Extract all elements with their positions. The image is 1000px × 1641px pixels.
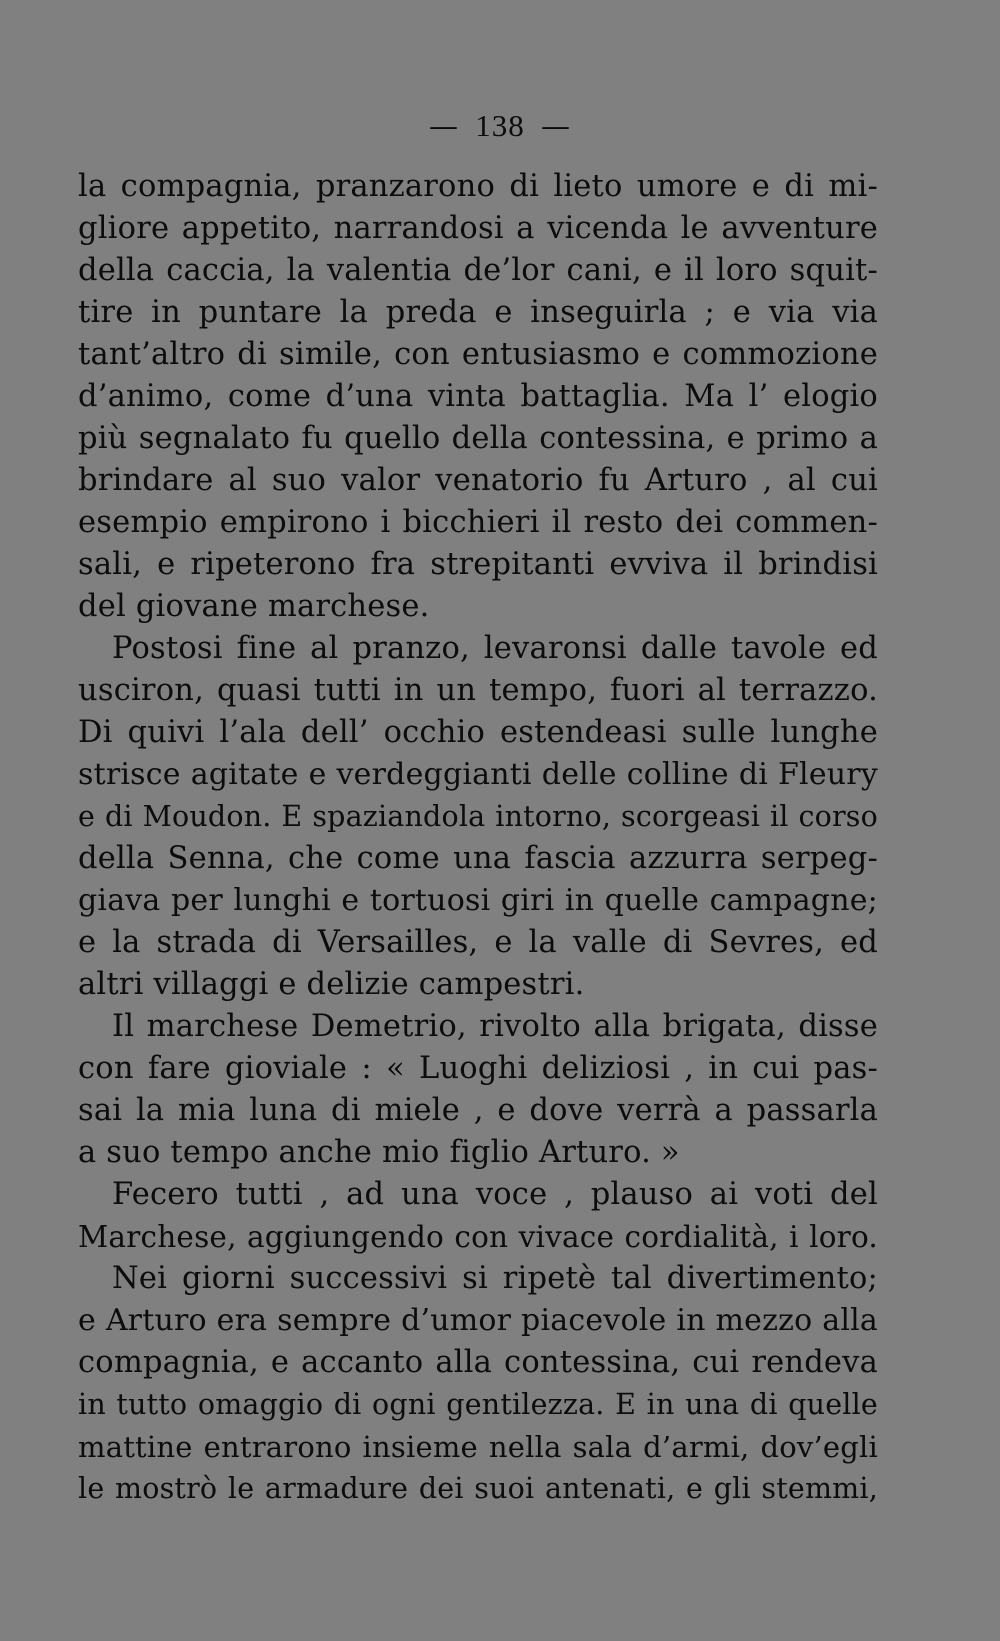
- text-line: e di Moudon. E spaziandola intorno, scorgeasi il corso: [78, 800, 878, 833]
- text-line: con fare gioviale : « Luoghi deliziosi , in cui pas-: [78, 1051, 878, 1086]
- text-line: tire in puntare la preda e inseguirla ; e via via: [78, 295, 878, 330]
- text-line: compagnia, e accanto alla contessina, cui rendeva: [78, 1345, 878, 1380]
- text-line: altri villaggi e delizie campestri.: [78, 967, 585, 1002]
- text-line: del giovane marchese.: [78, 589, 430, 624]
- text-line: la compagnia, pranzarono di lieto umore e di mi-: [78, 169, 878, 204]
- text-line: mattine entrarono insieme nella sala d’armi, dov’egli: [78, 1430, 878, 1464]
- text-line: usciron, quasi tutti in un tempo, fuori al terrazzo.: [78, 673, 878, 708]
- text-line: Marchese, aggiungendo con vivace cordialità, i loro.: [78, 1220, 878, 1254]
- text-line: brindare al suo valor venatorio fu Arturo , al cui: [78, 463, 878, 498]
- text-line: Fecero tutti , ad una voce , plauso ai voti del: [112, 1177, 878, 1212]
- text-line: gliore appetito, narrandosi a vicenda le avventure: [78, 211, 878, 246]
- text-line: esempio empirono i bicchieri il resto dei commen-: [78, 505, 878, 540]
- text-line: tant’altro di simile, con entusiasmo e commozione: [78, 337, 878, 372]
- body-text: [78, 166, 878, 1510]
- text-line: a suo tempo anche mio figlio Arturo. »: [78, 1135, 680, 1170]
- page-number-value: 138: [475, 108, 525, 143]
- text-line: Il marchese Demetrio, rivolto alla brigata, disse: [112, 1009, 878, 1044]
- text-line: in tutto omaggio di ogni gentilezza. E in una di quelle: [78, 1388, 878, 1421]
- page-number-dash-left: —: [429, 109, 460, 143]
- paragraph: [78, 1258, 878, 1510]
- page-number: [0, 108, 1000, 144]
- paragraph: [78, 1006, 878, 1174]
- text-line: Nei giorni successivi si ripetè tal divertimento;: [112, 1261, 878, 1296]
- paragraph: [78, 1174, 878, 1258]
- text-line: sai la mia luna di miele , e dove verrà a passarla: [78, 1093, 878, 1128]
- text-line: della caccia, la valentia de’lor cani, e il loro squit-: [78, 253, 878, 288]
- text-line: e la strada di Versailles, e la valle di Sevres, ed: [78, 925, 878, 960]
- paragraph: [78, 166, 878, 628]
- text-line: d’animo, come d’una vinta battaglia. Ma l’ elogio: [78, 379, 878, 414]
- text-line: Postosi fine al pranzo, levaronsi dalle tavole ed: [112, 631, 878, 666]
- text-line: della Senna, che come una fascia azzurra serpeg-: [78, 841, 878, 876]
- text-line: e Arturo era sempre d’umor piacevole in mezzo alla: [78, 1303, 878, 1338]
- text-line: Di quivi l’ala dell’ occhio estendeasi sulle lunghe: [78, 715, 878, 750]
- text-line: strisce agitate e verdeggianti delle colline di Fleury: [78, 757, 878, 792]
- paragraph: [78, 628, 878, 1006]
- text-line: giava per lunghi e tortuosi giri in quelle campagne;: [78, 883, 878, 918]
- page-number-dash-right: —: [540, 109, 571, 143]
- text-line: le mostrò le armadure dei suoi antenati, e gli stemmi,: [78, 1472, 878, 1505]
- text-line: sali, e ripeterono fra strepitanti evviva il brindisi: [78, 547, 878, 582]
- text-line: più segnalato fu quello della contessina, e primo a: [78, 421, 878, 456]
